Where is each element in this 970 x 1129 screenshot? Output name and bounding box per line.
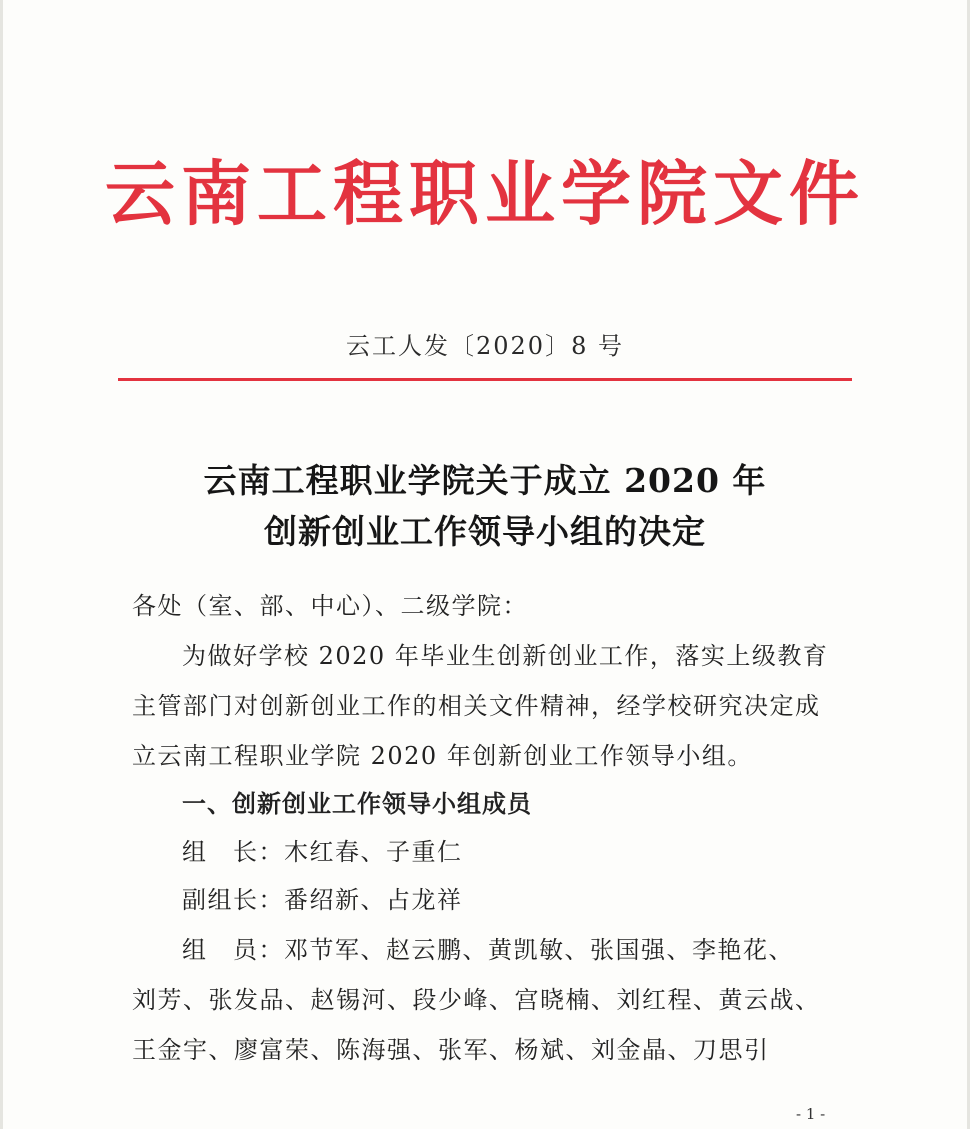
header-divider-red-line	[118, 378, 852, 381]
paragraph-1-line-1: 为做好学校 2020 年毕业生创新创业工作，落实上级教育	[182, 642, 829, 670]
document-title-line-1: 云南工程职业学院关于成立 2020 年	[203, 461, 767, 500]
org-header-title: 云南工程职业学院文件	[105, 152, 865, 235]
members-line-1: 组 员：邓节军、赵云鹏、黄凯敏、张国强、李艳花、	[182, 936, 794, 964]
paragraph-1-line-3: 立云南工程职业学院 2020 年创新创业工作领导小组。	[132, 742, 753, 770]
members-line-3: 王金宇、廖富荣、陈海强、张军、杨斌、刘金晶、刀思引	[132, 1036, 770, 1064]
group-leader-line: 组 长：木红春、子重仁	[182, 838, 463, 866]
section-1-heading: 一、创新创业工作领导小组成员	[182, 790, 532, 818]
document-title-line-2: 创新创业工作领导小组的决定	[264, 512, 706, 551]
paragraph-1-line-2: 主管部门对创新创业工作的相关文件精神，经学校研究决定成	[132, 692, 821, 720]
page-number: - 1 -	[796, 1105, 826, 1123]
document-number: 云工人发〔2020〕8 号	[346, 332, 624, 360]
members-line-2: 刘芳、张发品、赵锡河、段少峰、宫晓楠、刘红程、黄云战、	[132, 986, 821, 1014]
addressee: 各处（室、部、中心）、二级学院：	[132, 592, 528, 620]
vice-leader-line: 副组长：番绍新、占龙祥	[182, 886, 463, 914]
